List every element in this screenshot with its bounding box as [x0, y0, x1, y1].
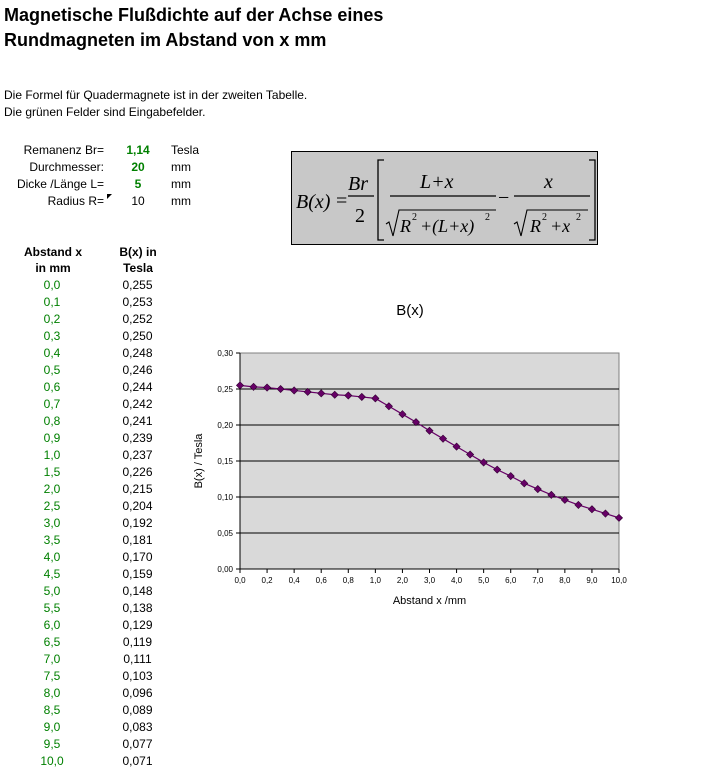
- param-row-durchmesser: [0, 159, 210, 176]
- radius-value: 10: [131, 194, 145, 208]
- bx-cell: 0,083: [122, 720, 153, 734]
- bx-cell: 0,071: [122, 754, 153, 768]
- y-tick-label: 0,10: [217, 493, 233, 502]
- abstand-cell[interactable]: 5,5: [43, 601, 61, 615]
- abstand-cell[interactable]: 7,5: [43, 669, 61, 683]
- abstand-cell[interactable]: 9,0: [43, 720, 61, 734]
- chart-svg: [180, 296, 640, 616]
- param-label: Durchmesser:: [29, 160, 104, 174]
- formula-svg: [292, 152, 599, 246]
- abstand-cell[interactable]: 9,5: [43, 737, 61, 751]
- durchmesser-input[interactable]: 20: [131, 160, 145, 174]
- param-label: Radius R=: [47, 194, 104, 208]
- y-tick-label: 0,05: [217, 529, 233, 538]
- abstand-cell[interactable]: 2,0: [43, 482, 61, 496]
- bx-cell: 0,253: [122, 295, 153, 309]
- abstand-cell[interactable]: 2,5: [43, 499, 61, 513]
- formula-den1-r: R: [400, 216, 411, 236]
- x-tick-label: 0,0: [234, 576, 246, 585]
- dicke-input[interactable]: 5: [134, 177, 142, 191]
- formula-den2-r: R: [530, 216, 541, 236]
- x-tick-label: 8,0: [559, 576, 571, 585]
- abstand-cell[interactable]: 3,5: [43, 533, 61, 547]
- bx-cell: 0,129: [122, 618, 153, 632]
- abstand-cell[interactable]: 5,0: [43, 584, 61, 598]
- bx-cell: 0,250: [122, 329, 153, 343]
- x-tick-label: 1,0: [369, 576, 381, 585]
- abstand-cell[interactable]: 0,3: [43, 329, 61, 343]
- abstand-cell[interactable]: 1,0: [43, 448, 61, 462]
- x-tick-label: 3,0: [423, 576, 436, 585]
- y-tick-label: 0,30: [217, 349, 233, 358]
- x-tick-label: 6,0: [505, 576, 517, 585]
- abstand-cell[interactable]: 8,0: [43, 686, 61, 700]
- x-tick-label: 0,4: [288, 576, 300, 585]
- param-row-radius: [0, 193, 210, 210]
- param-label: Dicke /Länge L=: [16, 177, 104, 191]
- y-tick-label: 0,25: [217, 385, 233, 394]
- bx-cell: 0,239: [122, 431, 153, 445]
- bx-cell: 0,215: [122, 482, 153, 496]
- param-row-remanenz: [0, 142, 210, 159]
- bx-cell: 0,237: [122, 448, 153, 462]
- abstand-cell[interactable]: 0,9: [43, 431, 61, 445]
- formula-sq-3: 2: [542, 212, 547, 223]
- formula-br: Br: [348, 173, 368, 195]
- x-tick-label: 0,8: [342, 576, 354, 585]
- abstand-cell[interactable]: 0,4: [43, 346, 61, 360]
- abstand-cell[interactable]: 7,0: [43, 652, 61, 666]
- abstand-cell[interactable]: 4,5: [43, 567, 61, 581]
- formula-sq-1: 2: [412, 212, 417, 223]
- y-tick-label: 0,15: [217, 457, 233, 466]
- page-title: [4, 3, 383, 53]
- x-tick-label: 0,6: [315, 576, 327, 585]
- formula-sq-2: 2: [485, 212, 490, 223]
- remanenz-input[interactable]: 1,14: [126, 143, 150, 157]
- param-label: Remanenz Br=: [23, 143, 104, 157]
- abstand-cell[interactable]: 8,5: [43, 703, 61, 717]
- bx-cell: 0,226: [122, 465, 153, 479]
- y-axis-label: B(x) / Tesla: [193, 433, 205, 489]
- bx-cell: 0,148: [122, 584, 153, 598]
- abstand-cell[interactable]: 3,0: [43, 516, 61, 530]
- bx-cell: 0,111: [123, 652, 152, 666]
- abstand-cell[interactable]: 1,5: [43, 465, 61, 479]
- abstand-cell[interactable]: 10,0: [40, 754, 64, 768]
- abstand-cell[interactable]: 0,0: [43, 278, 61, 292]
- formula-minus: −: [498, 187, 510, 209]
- header-line: in mm: [35, 261, 71, 275]
- y-tick-label: 0,20: [217, 421, 233, 430]
- note-line-1: Die Formel für Quadermagnete ist in der zweiten Tabelle.: [4, 88, 308, 102]
- abstand-cell[interactable]: 0,1: [43, 295, 61, 309]
- x-tick-label: 2,0: [396, 576, 408, 585]
- bx-cell: 0,252: [122, 312, 153, 326]
- chart-title: B(x): [396, 302, 424, 319]
- x-tick-label: 0,2: [261, 576, 273, 585]
- bx-cell: 0,192: [122, 516, 153, 530]
- formula-num1: L+x: [420, 171, 454, 193]
- bx-cell: 0,255: [122, 278, 153, 292]
- abstand-cell[interactable]: 4,0: [43, 550, 61, 564]
- bx-cell: 0,181: [122, 533, 153, 547]
- bx-cell: 0,119: [122, 635, 153, 649]
- bx-cell: 0,170: [122, 550, 153, 564]
- formula-sq-4: 2: [576, 212, 581, 223]
- title-line-2: Rundmagneten im Abstand von x mm: [4, 30, 327, 50]
- abstand-cell[interactable]: 0,6: [43, 380, 61, 394]
- abstand-cell[interactable]: 0,7: [43, 397, 61, 411]
- comment-marker-icon: [107, 194, 112, 199]
- param-unit: mm: [171, 177, 191, 191]
- chart: [180, 296, 640, 616]
- bx-cell: 0,077: [122, 737, 153, 751]
- header-line: B(x) in: [119, 245, 157, 259]
- bx-cell: 0,096: [122, 686, 153, 700]
- param-unit: mm: [171, 160, 191, 174]
- param-unit: mm: [171, 194, 191, 208]
- formula-den1-rest: +(L+x): [420, 216, 475, 236]
- abstand-cell[interactable]: 6,0: [43, 618, 61, 632]
- bx-cell: 0,248: [122, 346, 153, 360]
- abstand-cell[interactable]: 0,2: [43, 312, 61, 326]
- title-line-1: Magnetische Flußdichte auf der Achse eines: [4, 5, 384, 25]
- bx-cell: 0,089: [122, 703, 153, 717]
- x-tick-label: 7,0: [532, 576, 544, 585]
- bx-cell: 0,204: [122, 499, 153, 513]
- x-tick-label: 5,0: [478, 576, 490, 585]
- bx-cell: 0,244: [122, 380, 153, 394]
- param-unit: Tesla: [171, 143, 200, 157]
- abstand-cell[interactable]: 0,5: [43, 363, 61, 377]
- header-line: Abstand x: [23, 245, 82, 259]
- table-header-bx: [110, 244, 166, 276]
- bx-cell: 0,103: [122, 669, 153, 683]
- bx-cell: 0,138: [122, 601, 153, 615]
- formula-num2: x: [544, 171, 553, 193]
- x-tick-label: 4,0: [451, 576, 463, 585]
- formula-den2-rest: +x: [550, 216, 571, 236]
- formula-eq: =: [336, 190, 348, 212]
- bx-cell: 0,159: [122, 567, 153, 581]
- x-tick-label: 9,0: [586, 576, 598, 585]
- param-row-dicke: [0, 176, 210, 193]
- header-line: Tesla: [123, 261, 153, 275]
- formula-two: 2: [355, 205, 365, 227]
- x-tick-label: 10,0: [611, 576, 627, 585]
- table-header-abstand: [14, 244, 92, 276]
- bx-cell: 0,246: [122, 363, 153, 377]
- y-tick-label: 0,00: [217, 565, 233, 574]
- formula-image: [291, 151, 598, 245]
- bx-cell: 0,241: [122, 414, 153, 428]
- x-axis-label: Abstand x /mm: [392, 595, 467, 607]
- abstand-cell[interactable]: 6,5: [43, 635, 61, 649]
- note-line-2: Die grünen Felder sind Eingabefelder.: [4, 105, 206, 119]
- formula-lhs: B(x): [296, 191, 331, 213]
- bx-cell: 0,242: [122, 397, 153, 411]
- abstand-cell[interactable]: 0,8: [43, 414, 61, 428]
